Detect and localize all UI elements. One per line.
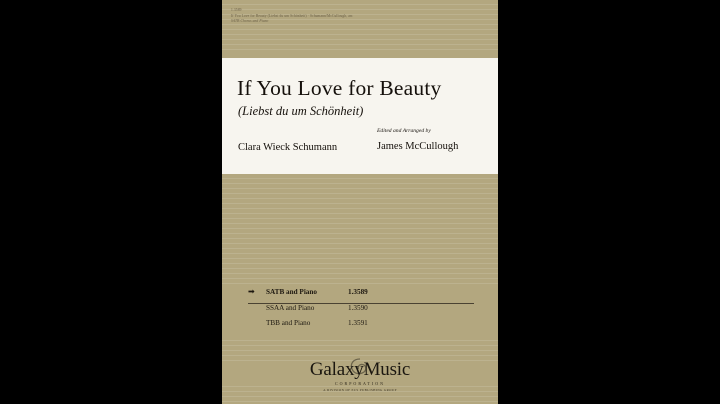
voicing-row-satb <box>248 288 474 304</box>
title-panel <box>222 58 498 174</box>
voicing-list <box>248 288 474 334</box>
arrow-icon: ➡ <box>248 287 255 296</box>
publisher-tagline: A DIVISION OF ECS PUBLISHING GROUP <box>323 388 397 392</box>
voicing-row-tbb <box>248 319 474 334</box>
publisher-name: GalaxyMusic <box>309 359 411 380</box>
cover-header-block <box>231 8 353 25</box>
sheet-music-cover <box>222 0 498 404</box>
arranger-label: Edited and Arranged by <box>377 128 431 134</box>
galaxy-swirl-icon <box>347 356 373 382</box>
voicing-name: SATB and Piano <box>266 288 317 296</box>
publisher-subtitle: CORPORATION <box>334 381 385 386</box>
composer-name: Clara Wieck Schumann <box>238 142 338 153</box>
header-voicing-line: SATB Chorus and Piano <box>231 19 269 24</box>
voicing-name: SSAA and Piano <box>266 304 315 312</box>
voicing-number: 1.3589 <box>348 288 368 296</box>
header-work-line: If You Love for Beauty (Liebst du um Schönheit) · Schumann/McCullough, arr. <box>231 13 354 18</box>
voicing-number: 1.3591 <box>348 319 368 327</box>
page-title: If You Love for Beauty <box>237 76 442 100</box>
voicing-number: 1.3590 <box>348 304 368 312</box>
publisher-logo <box>222 358 498 396</box>
page-subtitle: (Liebst du um Schönheit) <box>238 104 364 118</box>
catalog-number: 1.3589 <box>231 8 242 12</box>
voicing-name: TBB and Piano <box>266 319 311 327</box>
arranger-name: James McCullough <box>377 141 459 152</box>
voicing-row-ssaa <box>248 304 474 319</box>
